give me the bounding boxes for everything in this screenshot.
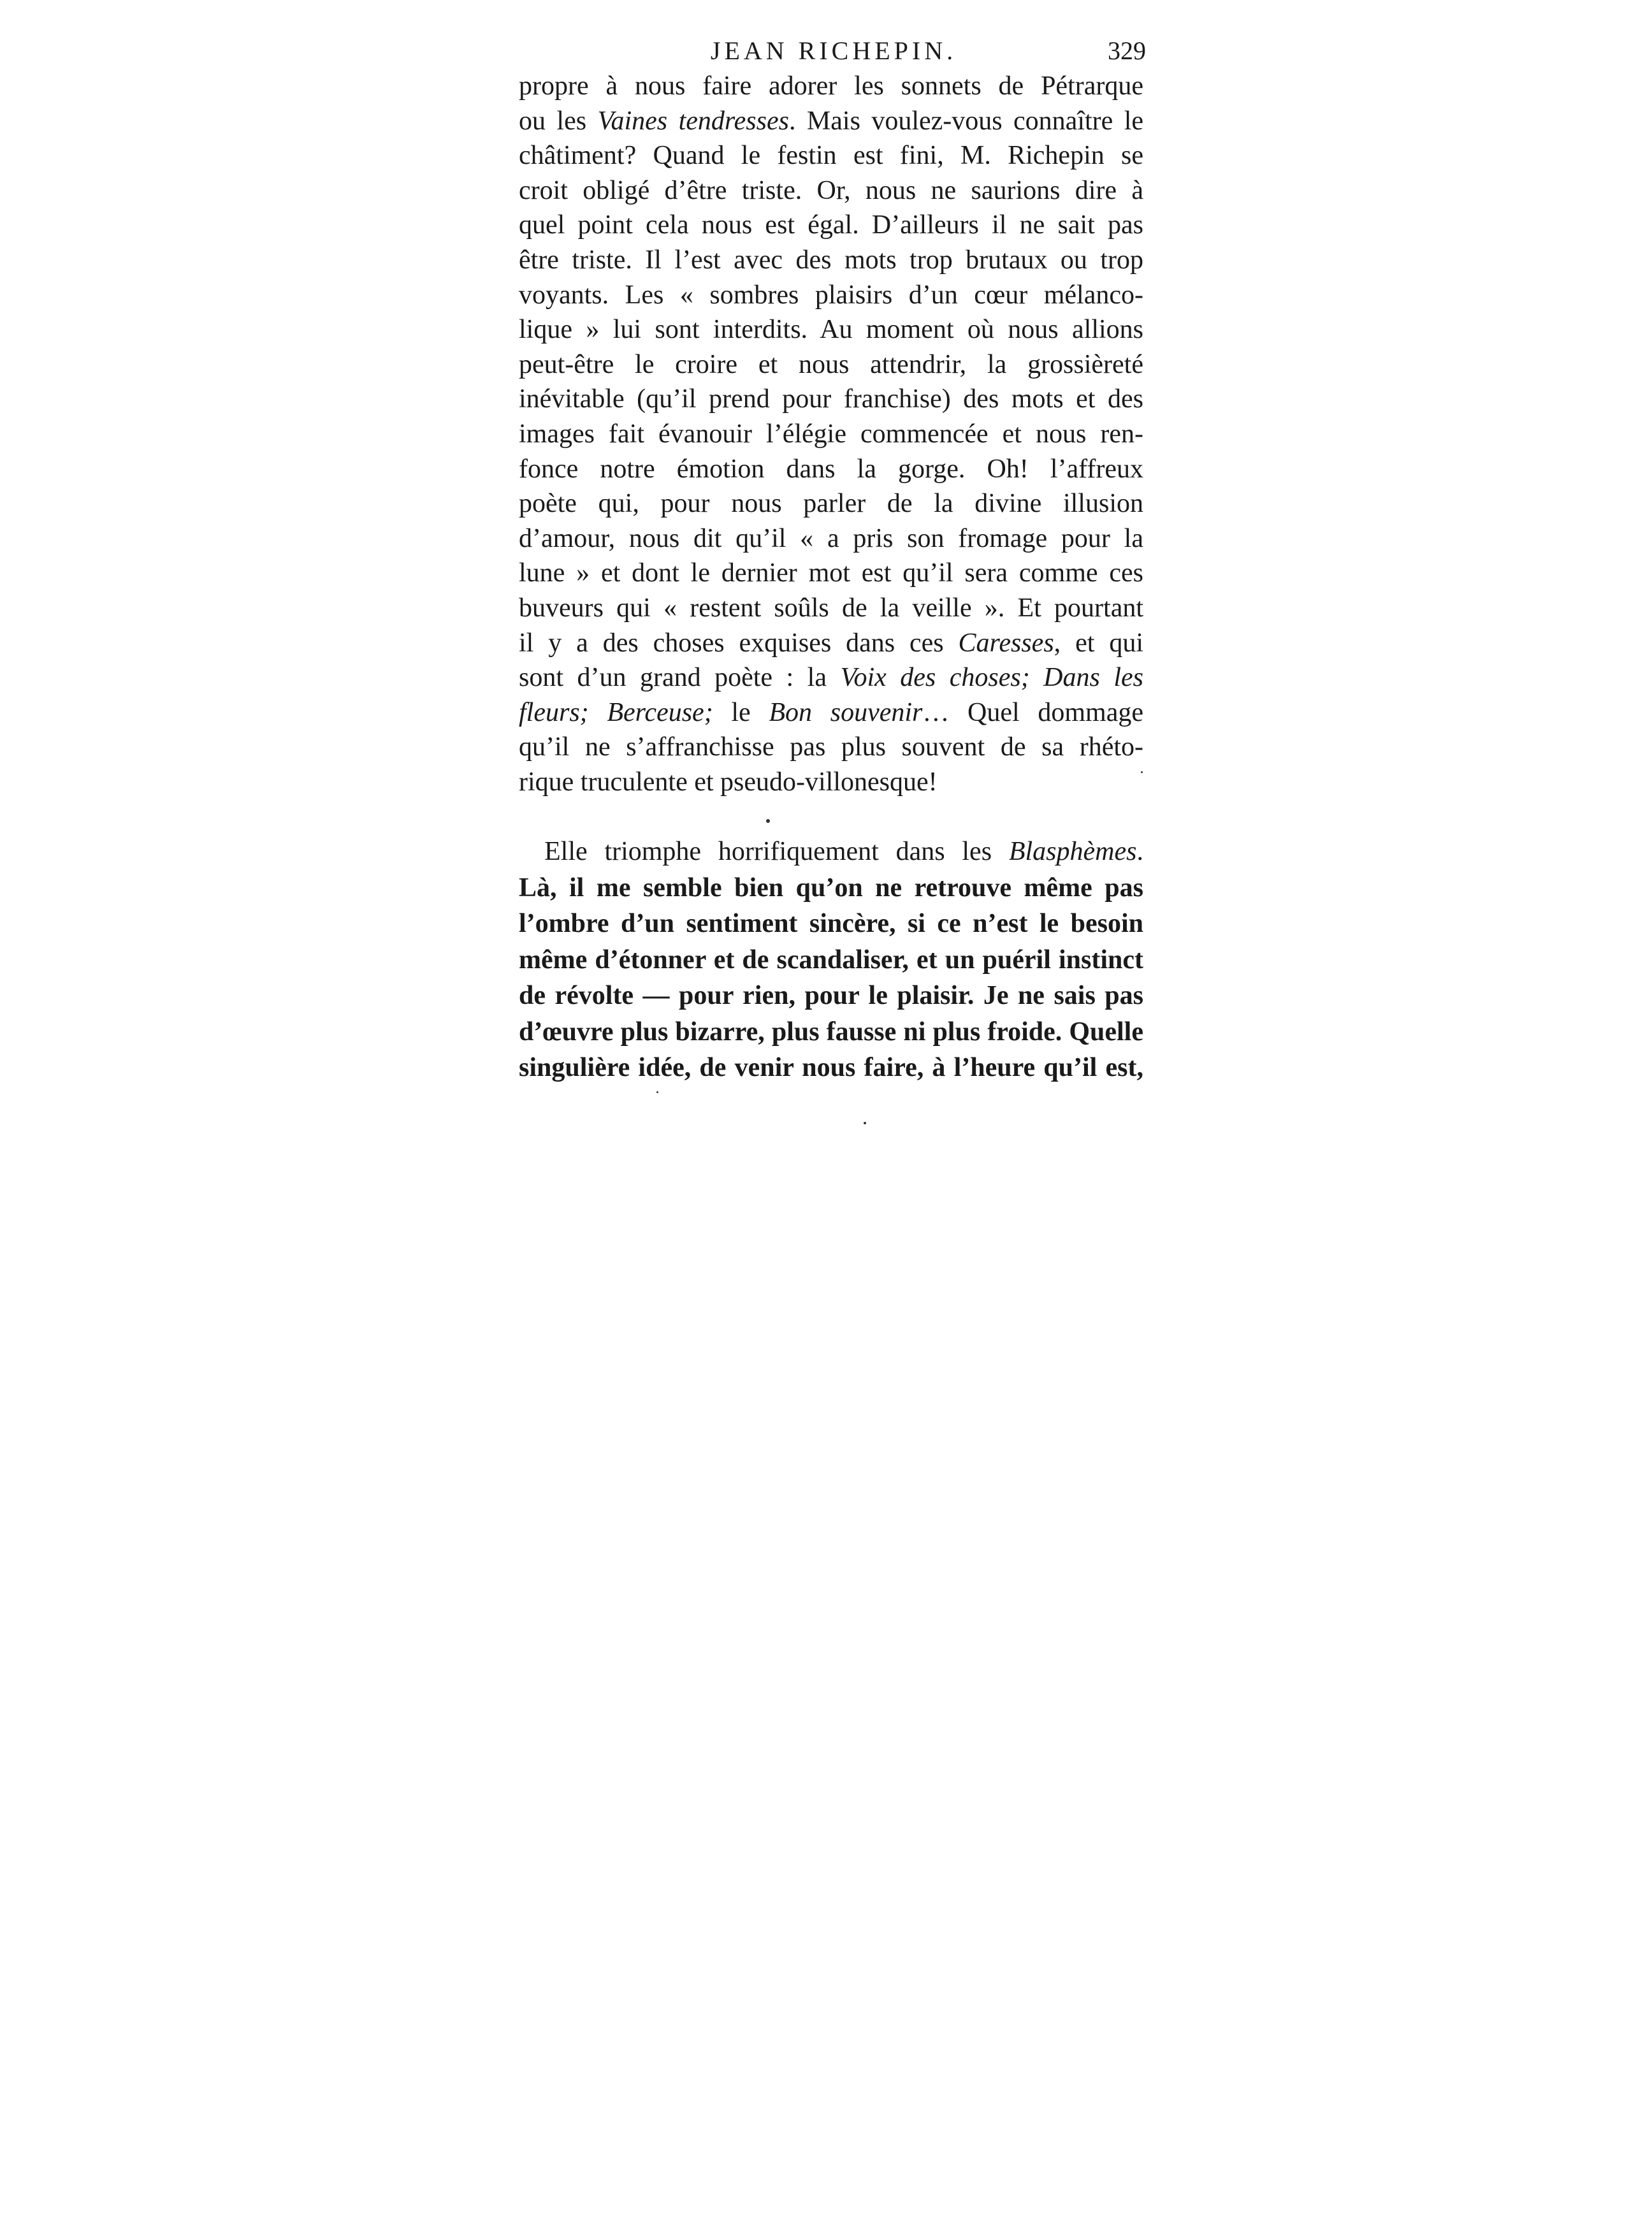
text-line: lune » et dont le dernier mot est qu’il sera comme ces — [519, 558, 1143, 588]
text-line — [519, 104, 1143, 139]
ink-speck — [864, 1122, 866, 1124]
italic-title: Voix des choses; Dans les — [840, 663, 1143, 693]
text-span: … Quel dommage — [922, 697, 1143, 727]
running-title: JEAN RICHEPIN. — [710, 36, 957, 65]
italic-title: fleurs; Berceuse; — [519, 697, 713, 727]
text-line: voyants. Les « sombres plaisirs d’un cœur mélanco- — [519, 280, 1143, 310]
text-span: Elle triomphe horrifiquement dans les — [544, 837, 1009, 866]
text-span: . — [1136, 837, 1143, 866]
text-line: propre à nous faire adorer les sonnets de Pétrarque — [519, 71, 1143, 101]
text-line: châtiment? Quand le festin est fini, M. Richepin se — [519, 141, 1143, 171]
text-span: . Mais voulez-vous connaître le — [789, 106, 1144, 136]
text-line: images fait évanouir l’élégie commencée et nous ren- — [519, 419, 1143, 449]
text-line: lique » lui sont interdits. Au moment où nous allions — [519, 315, 1143, 345]
italic-title: Vaines tendresses — [597, 106, 789, 136]
text-line: rique truculente et pseudo-villonesque! — [519, 767, 938, 797]
text-line: l’ombre d’un sentiment sincère, si ce n’est le besoin — [519, 909, 1143, 938]
text-line: poète qui, pour nous parler de la divine illusion — [519, 489, 1143, 519]
text-line: inévitable (qu’il prend pour franchise) des mots et des — [519, 384, 1143, 414]
italic-title: Caresses — [958, 628, 1054, 658]
text-line: qu’il ne s’affranchisse pas plus souvent de sa rhéto- — [519, 732, 1143, 762]
paragraph-2 — [519, 834, 1143, 1086]
text-line — [519, 695, 1143, 730]
ink-speck — [656, 1091, 658, 1093]
text-line: croit obligé d’être triste. Or, nous ne saurions dire à — [519, 175, 1143, 205]
text-line: d’œuvre plus bizarre, plus fausse ni plus froide. Quelle — [519, 1017, 1143, 1047]
text-span: , et qui — [1054, 628, 1143, 658]
text-span: il y a des choses exquises dans ces — [519, 628, 959, 658]
italic-title: Blasphèmes — [1008, 837, 1137, 866]
text-line: peut-être le croire et nous attendrir, la grossièreté — [519, 349, 1143, 379]
text-line: buveurs qui « restent soûls de la veille ». Et pourtant — [519, 593, 1143, 623]
text-line: de révolte — pour rien, pour le plaisir. Je ne sais pas — [519, 981, 1143, 1010]
text-line: même d’étonner et de scandaliser, et un puéril instinct — [519, 945, 1143, 975]
text-line — [519, 626, 1143, 661]
text-span: ou les — [519, 106, 598, 136]
text-line: singulière idée, de venir nous faire, à l’heure qu’il est, — [519, 1053, 1143, 1082]
ink-speck — [1141, 771, 1143, 773]
text-line: fonce notre émotion dans la gorge. Oh! l’affreux — [519, 454, 1143, 484]
text-line: quel point cela nous est égal. D’ailleurs il ne sait pas — [519, 210, 1143, 240]
italic-title: Bon souvenir — [769, 697, 923, 727]
text-line: Là, il me semble bien qu’on ne retrouve même pas — [519, 873, 1143, 903]
page-number: 329 — [1108, 36, 1146, 65]
text-line: d’amour, nous dit qu’il « a pris son fromage pour la — [519, 523, 1143, 553]
text-line — [519, 834, 1143, 870]
paragraph-1 — [519, 69, 1143, 799]
ink-speck — [766, 819, 770, 823]
text-span: le — [713, 697, 769, 727]
text-line: être triste. Il l’est avec des mots trop brutaux ou trop — [519, 245, 1143, 275]
text-line — [519, 660, 1143, 695]
text-span: sont d’un grand poète : la — [519, 663, 841, 693]
